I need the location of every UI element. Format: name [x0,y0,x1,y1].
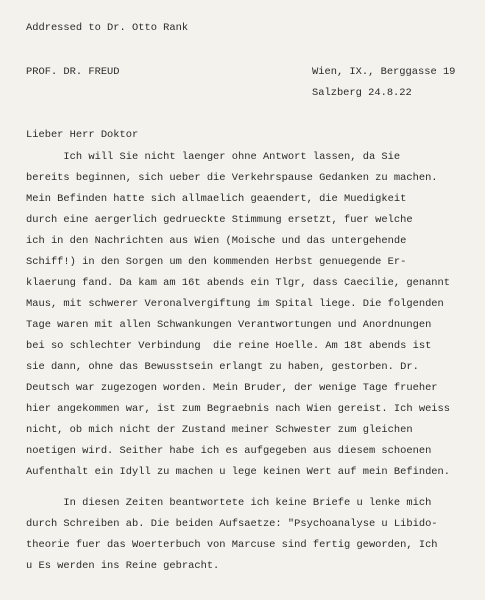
text-line: Schiff!) in den Sorgen um den kommenden Herbst genuegende Er- [26,256,407,268]
addressee-note: Addressed to Dr. Otto Rank [26,22,189,34]
text-line: Ich will Sie nicht laenger ohne Antwort lassen, da Sie [26,151,401,163]
letterhead-address: Wien, IX., Berggasse 19 [312,66,456,78]
text-line: bereits beginnen, sich ueber die Verkehrspause Gedanken zu machen. [26,172,438,184]
paragraph-2 [26,483,472,577]
text-line: durch eine aergerlich gedrueckte Stimmung ersetzt, fuer welche [26,214,413,226]
text-line: Mein Befinden hatte sich allmaelich geaendert, die Muedigkeit [26,193,407,205]
text-line: ich in den Nachrichten aus Wien (Moische und das untergehende [26,235,407,247]
text-line: Aufenthalt ein Idyll zu machen u lege keinen Wert auf mein Befinden. [26,466,451,478]
text-line: u Es werden ins Reine gebracht. [26,560,220,572]
text-line: sie dann, ohne das Bewusstsein erlangt zu haben, gestorben. Dr. [26,361,419,373]
sender-name: PROF. DR. FREUD [26,66,120,78]
text-line: klaerung fand. Da kam am 16t abends ein Tlgr, dass Caecilie, genannt [26,277,451,289]
text-line: bei so schlechter Verbindung die reine Hoelle. Am 18t abends ist [26,340,432,352]
letter-body [26,147,472,577]
text-line: theorie fuer das Woerterbuch von Marcuse sind fertig geworden, Ich [26,539,438,551]
text-line: noetigen wird. Seither habe ich es aufgegeben aus diesem schoenen [26,445,432,457]
text-line: Maus, mit schwerer Veronalvergiftung im Spital liege. Die folgenden [26,298,444,310]
text-line: nicht, ob mich nicht der Zustand meiner Schwester zum gleichen [26,424,413,436]
text-line: hier angekommen war, ist zum Begraebnis nach Wien gereist. Ich weiss [26,403,451,415]
text-line: In diesen Zeiten beantwortete ich keine Briefe u lenke mich [26,497,432,509]
place-date: Salzberg 24.8.22 [312,87,412,99]
text-line: durch Schreiben ab. Die beiden Aufsaetze: "Psychoanalyse u Libido- [26,518,438,530]
paragraph-1 [26,147,472,483]
text-line: Tage waren mit allen Schwankungen Verantwortungen und Anordnungen [26,319,432,331]
salutation: Lieber Herr Doktor [26,129,139,141]
text-line: Deutsch war zugezogen worden. Mein Bruder, der wenige Tage frueher [26,382,438,394]
